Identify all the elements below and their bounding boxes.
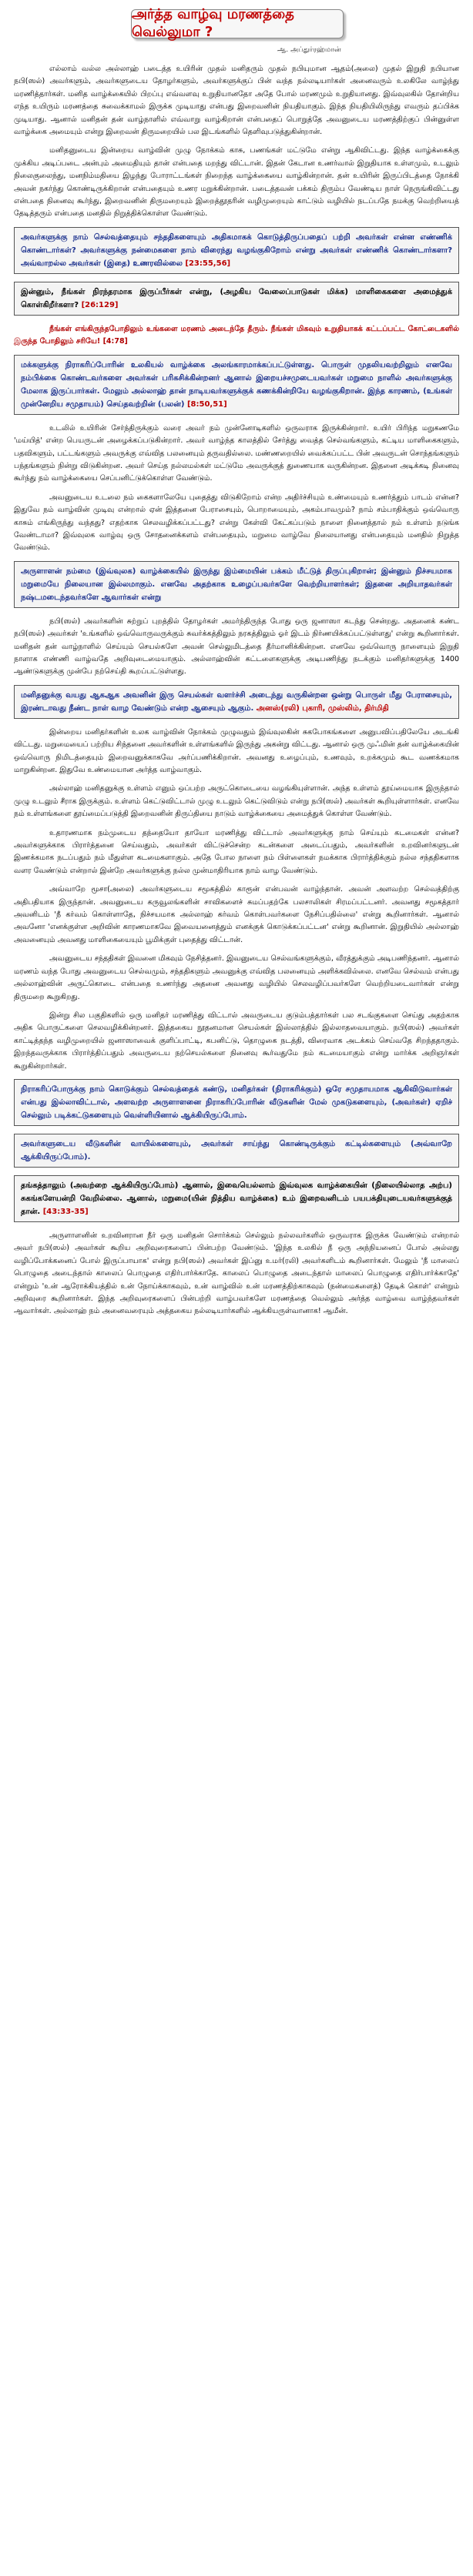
quote-text: அருளாளன் நம்மை (இவ்வுலக) வாழ்க்கையில் இருந்து இம்மையின் பக்கம் மீட்டுத் திருப்புகிறான்; இன்னும் நிச்சயமாக மறுமையே நிலையான இல்லமாகும். எனவே அதற்காக உழைப்பவர்களே வெற்றியாளர்கள்; இதனை அறியாதவர்கள் நஷ்டமடைந்தவர்களே ஆவார்கள் என்று [21, 566, 452, 602]
quote-reference: [4:78] [102, 337, 128, 346]
author-name: ஆ. அப்துர்ரஹ்மான் [277, 46, 341, 54]
paragraph: உதாரணமாக நம்முடைய தந்தையோ தாயோ மரணித்து விட்டால் அவர்களுக்கு நாம் செய்யும் கடமைகள் என்ன? அவர்களுக்காக பிரார்த்தனை செய்வதும், அவர்கள் விட்டுச்சென்ற கடன்களை அடைப்பதும், அவர்களின் உறவினர்களுடன் இணக்கமாக நடப்பதும் நம் மீதுள்ள கடமைகளாகும். அதே போல நாளை நம் பிள்ளைகள் நமக்காக பிரார்த்திக்கும் நல்ல சந்ததிகளாக வளர வேண்டும் என்றால் இன்றே அவர்களுக்கு நல்ல முன்மாதிரியாக நாம் வாழ வேண்டும். [14, 828, 459, 875]
paragraph: உடலில் உயிரின் சேர்ந்திருக்கும் வரை அவர் நம் முன்னோடிகளில் ஒருவராக இருக்கின்றார். உயிர் பிரிந்த மறுகணமே 'மய்யித்' என்ற பெயருடன் அழைக்கப்படுகின்றார். அவர் வாழ்ந்த காலத்தில் சேர்த்து வைத்த செல்வங்களும், கட்டிய மாளிகைகளும், பதவிகளும், பட்டங்களும் அவருக்கு எவ்வித பலனையும் தருவதில்லை. மண்ணறையில் வைக்கப்பட்ட பின் அவருடன் சொந்தங்களும் பந்தங்களும் நின்று விடுகின்றன. அவர் செய்த நல்லமல்கள் மட்டுமே அவருக்குத் துணையாக வருகின்றன. இதனை அடிக்கடி நினைவு கூர்ந்து நம் வாழ்க்கையை செப்பனிட்டுக்கொள்ள வேண்டும். [14, 423, 459, 483]
quote-text: மக்களுக்கு நிராகரிப்போரின் உலகியல் வாழ்க்கை அலங்காரமாக்கப்பட்டுள்ளது. பொருள் முதலியவற்றிலும் எனவே நம்பிக்கை கொண்டவர்களை அவர்கள் பரிகசிக்கின்றனர் ஆனால் இறையச்சமுடையவர்கள் மறுமை நாளில் அவர்களுக்கு மேலாக இருப்பார்கள். மேலும் அல்லாஹ் தான் நாடியவர்களுக்குக் கணக்கின்றியே வழங்குகிறான். இந்த காரணம், (உங்கள் முன்னேறிய சமுதாயம்) செய்தவற்றின் (பலன்) [21, 360, 452, 409]
quran-quote-box [14, 685, 459, 719]
quran-quote-box [14, 282, 459, 316]
article-title: அர்த்த வாழ்வு மரணத்தை வெல்லுமா ? [131, 9, 344, 38]
paragraph: மனிதனுடைய இன்றைய வாழ்வின் முழு நோக்கம் காசு, பணங்கள் மட்டுமே என்று ஆகிவிட்டது. இந்த வாழ்க்கைக்கு முக்கிய அடிப்படை அன்பும் அமைதியும் தான் என்பதை மறந்து விட்டான். இதன் கேடான உணர்வால் இறுதியாக உள்ளமும், உடலும் நிலைகுலைந்து, மனநிம்மதியை இழந்து போராட்டங்கள் நிறைந்த வாழ்க்கையை வாழ்கின்றான். தன் உயிரின் இருப்பிடத்தை நோக்கி அவன் நகர்ந்து கொண்டிருக்கிறான் என்பதையும் உணர மறுக்கின்றான். படைத்தவன் பக்கம் திரும்ப வேண்டிய நாள் நெருங்கிவிட்டது என்பதை நினைவு கூர்ந்து, இறைவனின் திருமறையும் இறைத்தூதரின் வழிமுறையும் காட்டும் வழியில் நடப்பதே நமக்கு வெற்றியைத் தேடித்தரும் என்பதை மனதில் நிறுத்திக்கொள்ள வேண்டும். [14, 146, 459, 219]
paragraph: அருளாளனின் உறவினரான நீர் ஒரு மனிதன் சொர்க்கம் செல்லும் நல்லவர்களில் ஒருவராக இருக்க வேண்டும் என்றால் அவர் நபி(ஸல்) அவர்கள் கூறிய அறிவுரைகளைப் பின்பற்ற வேண்டும். 'இந்த உலகில் நீ ஒரு அந்நியனைப் போல் அல்லது வழிப்போக்கனைப் போல் இருப்பாயாக' என்று நபி(ஸல்) அவர்கள் இப்னு உமர்(ரலி) அவர்களிடம் கூறினார்கள். மேலும் 'நீ மாலைப் பொழுதை அடைந்தால் காலைப் பொழுதை எதிர்பார்க்காதே. காலைப் பொழுதை அடைந்தால் மாலைப் பொழுதை எதிர்பார்க்காதே' என்றும் 'உன் ஆரோக்கியத்தில் உன் நோய்க்காகவும், உன் வாழ்வில் உன் மரணத்திற்காகவும் (நன்மைகளைத்) தேடிக் கொள்' என்றும் அறிவுரை கூறினார்கள். இந்த அறிவுரைகளைப் பின்பற்றி வாழ்பவர்களே மரணத்தை வெல்லும் அர்த்த வாழ்வை வாழ்ந்தவர்கள் ஆவார்கள். அல்லாஹ் நம் அனைவரையும் அத்தகைய நல்லடியார்களில் ஆக்கியருள்வானாக! ஆமீன். [14, 1231, 459, 1316]
paragraph: அவனுடைய உடலை நம் கைகளாலேயே புதைத்து விடுகிறோம் என்ற அதிர்ச்சியும் உண்மையும் உணர்த்தும் பாடம் என்ன? இதுவே நம் வாழ்வின் முடிவு என்றால் ஏன் இத்தனை பேராசையும், பொறாமையும், அகம்பாவமும்? நாம் சம்பாதிக்கும் ஒவ்வொரு காசும் எங்கிருந்து வந்தது? எதற்காக செலவழிக்கப்பட்டது? என்று கேள்வி கேட்கப்படும் நாளை நினைத்தால் நம் உள்ளம் நடுங்க வேண்டாமா? இவ்வுலக வாழ்வு ஒரு சோதனைக்களம் என்பதையும், மறுமை வாழ்வே நிலையானது என்பதையும் மனதில் நிறுத்த வேண்டும். [14, 493, 459, 553]
quran-quote-box [14, 561, 459, 608]
quran-quote-box [14, 355, 459, 415]
paragraph: அல்லாஹ் மனிதனுக்கு உள்ளம் எனும் ஒப்பற்ற அருட்கொடையை வழங்கியுள்ளான். அந்த உள்ளம் தூய்மையாக இருந்தால் முழு உடலும் சீராக இருக்கும். உள்ளம் கெட்டுவிட்டால் முழு உடலும் கெட்டுவிடும் என்று நபி(ஸல்) அவர்கள் கூறியுள்ளார்கள். எனவே நம் உள்ளங்களை தூய்மைப்படுத்தி இறைவனின் திருப்தியை நாடும் வாழ்க்கையை அமைத்துக் கொள்ள வேண்டும். [14, 784, 459, 819]
highlighted-quote [14, 323, 459, 349]
quote-text: மனிதனுக்கு வயது ஆகஆக அவனின் இரு செயல்கள் வளர்ச்சி அடைந்து வருகின்றன ஒன்று பொருள் மீது பேராசையும், இரண்டாவது நீண்ட நாள் வாழ வேண்டும் என்ற ஆசையும் ஆகும். [21, 690, 452, 713]
quote-text: நிராகரிப்போருக்கு நாம் கொடுக்கும் செல்வத்தைக் கண்டு, மனிதர்கள் (நிராகரிக்கும்) ஒரே சமுதாயமாக ஆகிவிடுவார்கள் என்பது இல்லாவிட்டால், அளவற்ற அருளாளனை நிராகரிப்போரின் வீடுகளின் மேல் முகடுகளையும், (அவர்கள்) ஏறிச் செல்லும் படிக்கட்டுகளையும் வெள்ளியினால் ஆக்கியிருப்போம். [21, 1084, 452, 1120]
quran-quote-box [14, 1175, 459, 1222]
paragraph: எல்லாம் வல்ல அல்லாஹ் படைத்த உயிரின் முதல் மனிதரும் முதல் நபியுமான ஆதம்(அலை) முதல் இறுதி நபியான நபி(ஸல்) அவர்களும், அவர்களுடைய தோழர்களும், அவர்களுக்குப் பின் வந்த நல்லடியார்கள் அனைவரும் உலகிலே வாழ்ந்து மரணித்தார்கள். மனித வாழ்க்கையில் பிறப்பு எவ்வளவு உறுதியானதோ அதே போல் மரணமும் உறுதியானது. இவ்வுலகில் தோன்றிய எந்த உயிரும் மரணத்தை சுவைக்காமல் இருக்க முடியாது என்பது இறைவனின் நியதியாகும். இந்த நியதியிலிருந்து எவரும் தப்பிக்க முடியாது. ஆனால் மனிதன் தன் வாழ்நாளில் எவ்வாறு வாழ்கிறான் என்பதைப் பொறுத்தே அவனுடைய மரணத்திற்குப் பின்னுள்ள வாழ்க்கை அமையும் என்று இறைவன் திருமறையில் பல இடங்களில் தெளிவுபடுத்துகின்றான். [14, 65, 459, 137]
quran-quote-box [14, 227, 459, 274]
paragraph: நபி(ஸல்) அவர்களின் சுற்றுப் புறத்தில் தோழர்கள் அமர்ந்திருந்த போது ஒரு ஜனாஸா கடந்து சென்றது. அதனைக் கண்ட நபி(ஸல்) அவர்கள் 'உங்களில் ஒவ்வொருவருக்கும் சுவர்க்கத்திலும் நரகத்திலும் ஓர் இடம் நிர்ணயிக்கப்பட்டுள்ளது' என்று கூறினார்கள். மனிதன் தன் வாழ்நாளில் செய்யும் செயல்களே அவன் செல்லுமிடத்தை தீர்மானிக்கின்றன. எனவே ஒவ்வொரு நாளையும் இறுதி நாளாக எண்ணி வாழ்வதே அறிவுடைமையாகும். அல்லாஹ்வின் கட்டளைகளுக்கு அடிபணிந்து நடக்கும் மனிதர்களுக்கு 1400 ஆண்டுகளுக்கு முன்பே நற்செய்தி கூறப்பட்டுள்ளது. [14, 616, 459, 677]
quote-reference: [43:33-35] [42, 1207, 89, 1216]
quote-reference: அனஸ்(ரலி) புகாரி, முஸ்லிம், திர்மிதி [256, 703, 389, 713]
quote-text: அவர்களுக்கு நாம் செல்வத்தையும் சந்ததிகளையும் அதிகமாகக் கொடுத்திருப்பதைப் பற்றி அவர்கள் என்ன எண்ணிக் கொண்டார்கள்? அவர்களுக்கு நன்மைகளை நாம் விரைந்து வழங்குகிறோம் என்று அவர்கள் எண்ணிக் கொண்டார்களா? அவ்வாறல்ல அவர்கள் (இதை) உணரவில்லை [21, 232, 452, 268]
article-body [14, 63, 459, 1325]
quran-quote-box [14, 1079, 459, 1126]
quote-reference: [26:129] [81, 300, 119, 309]
quote-text: இன்னும், நீங்கள் நிரந்தரமாக இருப்பீர்கள் என்று, (அழகிய வேலைப்பாடுகள் மிக்க) மாளிகைகளை அமைத்துக் கொள்கிறீர்களா? [21, 287, 452, 309]
paragraph: இன்றைய மனிதர்களின் உலக வாழ்வின் நோக்கம் முழுவதும் இவ்வுலகின் சுகபோகங்களை அனுபவிப்பதிலேயே அடங்கி விட்டது. மறுமையைப் பற்றிய சிந்தனை அவர்களின் உள்ளங்களில் இருந்து அகன்று விட்டது. ஆனால் ஒரு முஃமின் தன் வாழ்க்கையின் ஒவ்வொரு நிமிடத்தையும் இறைவனுக்காகவே அர்ப்பணிக்கிறான். அவனது உழைப்பும், உணவும், உறக்கமும் கூட வணக்கமாக மாறுகின்றன. இதுவே உண்மையான அர்த்த வாழ்வாகும். [14, 727, 459, 774]
paragraph: இன்று சில பகுதிகளில் ஒரு மனிதர் மரணித்து விட்டால் அவருடைய குடும்பத்தார்கள் பல சடங்குகளை செய்து அதற்காக அதிக பொருட்களை செலவழிக்கின்றனர். இத்தகைய நூதனமான செயல்கள் இஸ்லாத்தில் இல்லாதவையாகும். நபி(ஸல்) அவர்கள் காட்டித்தந்த வழிமுறையில் ஜனாஸாவைக் குளிப்பாட்டி, கபனிட்டு, தொழுகை நடத்தி, விரைவாக அடக்கம் செய்வதே சிறந்ததாகும். இறந்தவருக்காக பிரார்த்திப்பதும் அவருடைய நற்செயல்களை நினைவு கூர்வதுமே நம் கடமையாகும் என்று மார்க்க அறிஞர்கள் கூறுகின்றார்கள். [14, 1011, 459, 1071]
paragraph: அவனுடைய சந்ததிகள் இவனை மிகவும் நேசித்தனர். இவனுடைய செல்வங்களுக்கும், வீரத்துக்கும் அடிபணிந்தனர். ஆனால் மரணம் வந்த போது அவனுடைய செல்வமும், சந்ததிகளும் அவனுக்கு எவ்வித பலனையும் அளிக்கவில்லை. எனவே செல்வம் என்பது அல்லாஹ்வின் அருட்கொடை என்பதை உணர்ந்து அதனை அவனது வழியில் செலவழிப்பவர்களே வெற்றியடைவார்கள் என்று திருமறை கூறுகிறது. [14, 954, 459, 1001]
quote-text: நீங்கள் எங்கிருந்தபோதிலும் உங்களை மரணம் அடைந்தே தீரும். நீங்கள் மிகவும் உறுதியாகக் கட்டப்பட்ட கோட்டைகளில் இருந்த போதிலும் சரியே! [14, 324, 459, 346]
quote-reference: [8:50,51] [186, 399, 227, 409]
quote-text: தங்கத்தாலும் (அவற்றை ஆக்கியிருப்போம்) ஆனால், இவையெல்லாம் இவ்வுலக வாழ்க்கையின் (நிலையில்லாத அற்ப) சுகங்களேயன்றி வேறில்லை. ஆனால், மறுமை(யின் நித்திய வாழ்க்கை) உம் இறைவனிடம் பயபக்தியுடையவர்களுக்குத் தான். [21, 1181, 452, 1216]
quote-reference: [23:55,56] [185, 259, 231, 268]
quote-text: அவர்களுடைய வீடுகளின் வாயில்களையும், அவர்கள் சாய்ந்து கொண்டிருக்கும் கட்டில்களையும் (அவ்வாறே ஆக்கியிருப்போம்). [21, 1139, 452, 1161]
quran-quote-box [14, 1134, 459, 1168]
paragraph: அவ்வாறே மூசா(அலை) அவர்களுடைய சமூகத்தில் காரூன் என்பவன் வாழ்ந்தான். அவன் அளவற்ற செல்வத்திற்கு அதிபதியாக இருந்தான். அவனுடைய கருவூலங்களின் சாவிகளைச் சுமப்பதற்கே பலசாலிகள் சிரமப்பட்டனர். அவனது சமூகத்தார் அவனிடம் 'நீ கர்வம் கொள்ளாதே, நிச்சயமாக அல்லாஹ் கர்வம் கொள்பவர்களை நேசிப்பதில்லை' என்று கூறினார்கள். ஆனால் அவனோ 'எனக்குள்ள அறிவின் காரணமாகவே இவையனைத்தும் எனக்குக் கொடுக்கப்பட்டன' என்று கூறினான். இறுதியில் அல்லாஹ் அவனையும் அவனது மாளிகையையும் பூமிக்குள் புதைத்து விட்டான். [14, 885, 459, 944]
